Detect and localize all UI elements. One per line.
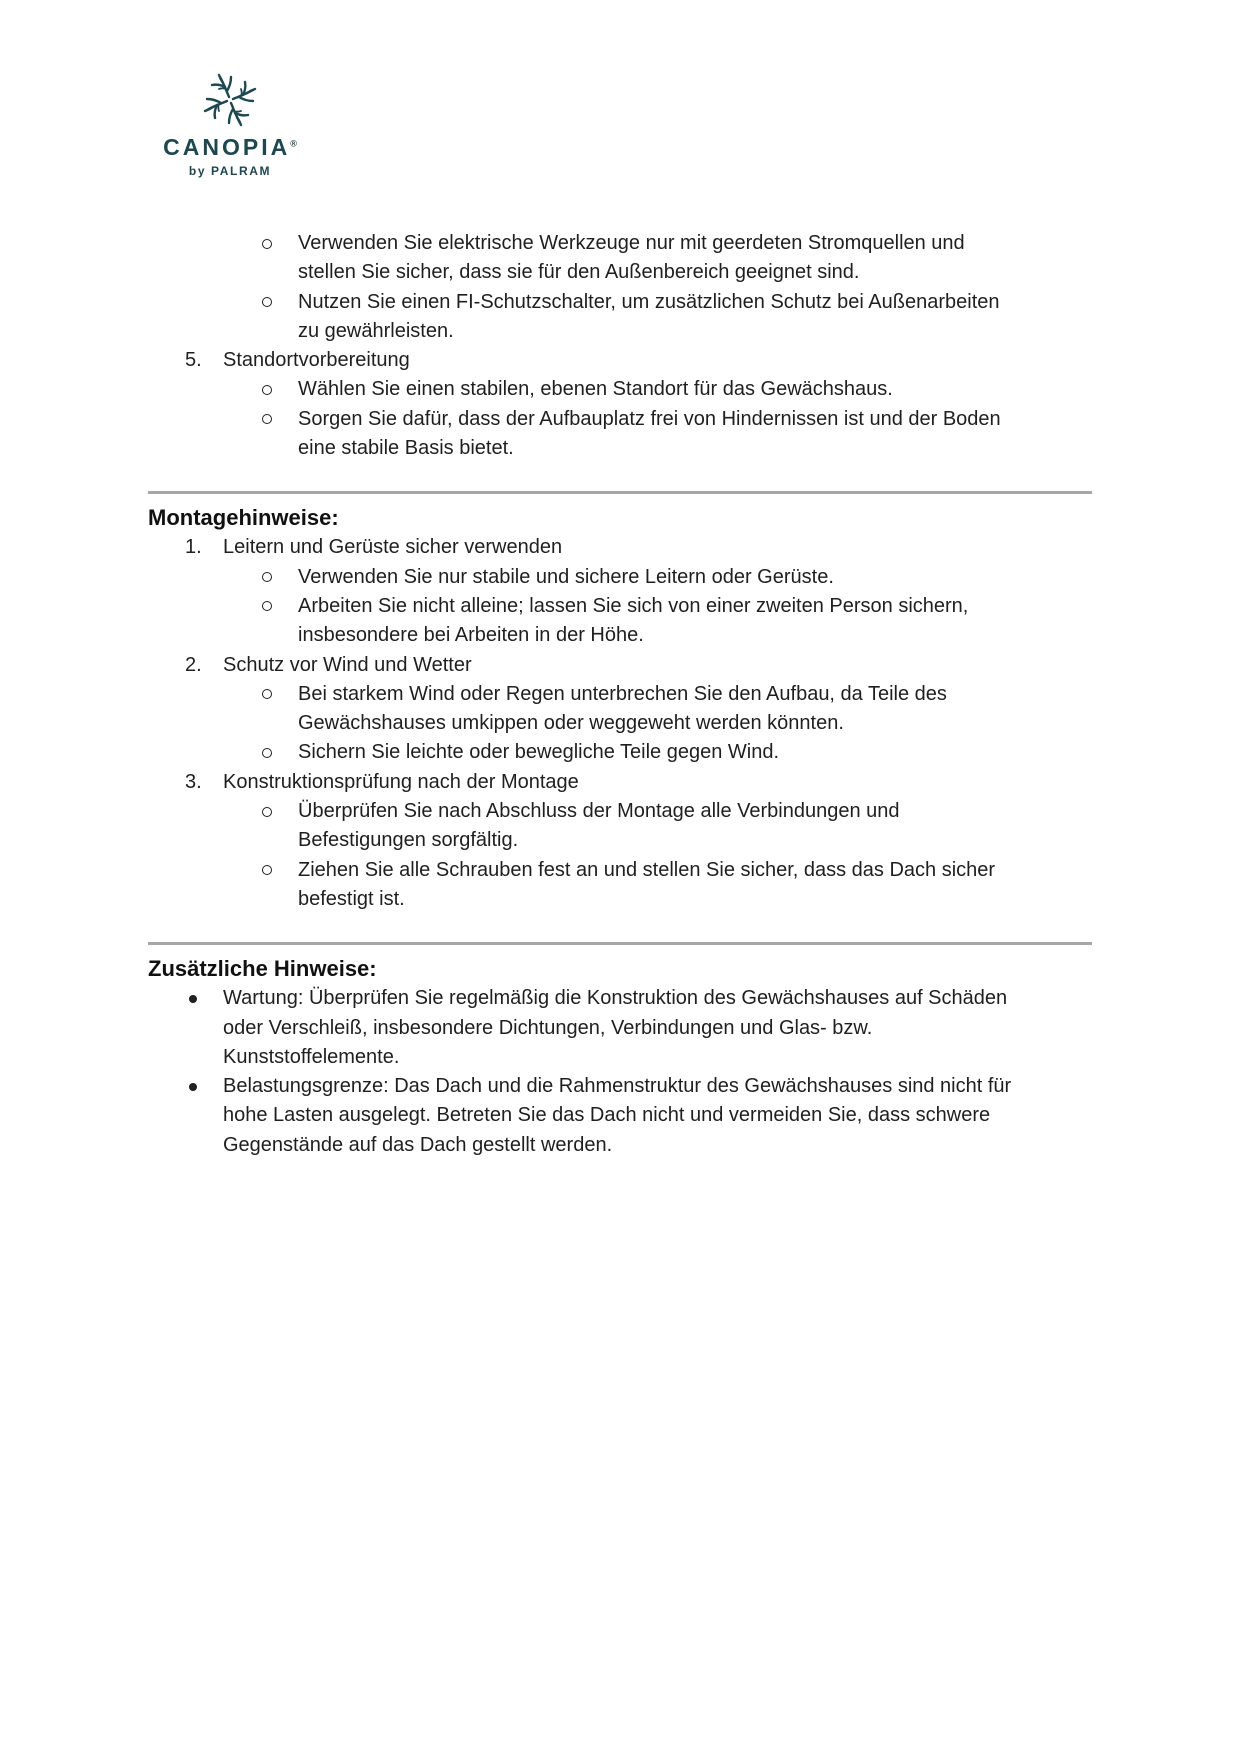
list-number-marker: 2. xyxy=(185,653,202,676)
list-item-text: Sorgen Sie dafür, dass der Aufbauplatz frei von Hindernissen ist und der Boden eine stabile Basis bietet. xyxy=(298,407,1001,460)
sub-bullet-list-item xyxy=(148,288,1092,347)
list-item-text: Konstruktionsprüfung nach der Montage xyxy=(223,770,579,793)
list-item-text: Verwenden Sie elektrische Werkzeuge nur mit geerdeten Stromquellen und stellen Sie sicher, dass sie für den Außenbereich geeignet sind. xyxy=(298,232,965,284)
list-item-text: Überprüfen Sie nach Abschluss der Montage alle Verbindungen und Befestigungen sorgfältig. xyxy=(298,800,900,852)
sub-bullet-list-item xyxy=(148,229,1092,288)
sub-bullet-list-item xyxy=(148,375,1092,404)
list-item-text: Schutz vor Wind und Wetter xyxy=(223,653,472,676)
sub-bullet-list-item xyxy=(148,856,1092,915)
brand-name: CANOPIA® xyxy=(163,134,297,160)
sub-bullet-list-item xyxy=(148,405,1092,464)
list-item-text: Arbeiten Sie nicht alleine; lassen Sie sich von einer zweiten Person sichern, insbesondere bei Arbeiten in der Höhe. xyxy=(298,594,969,647)
document-body xyxy=(148,229,1092,1160)
bullet-circle-icon xyxy=(262,601,272,611)
sub-bullet-list-item xyxy=(148,592,1092,651)
sub-bullet-list-item xyxy=(148,797,1092,856)
bullet-circle-icon xyxy=(262,414,272,424)
bullet-circle-icon xyxy=(262,689,272,699)
list-item-text: Wählen Sie einen stabilen, ebenen Standort für das Gewächshaus. xyxy=(298,378,893,401)
list-number-marker: 3. xyxy=(185,770,202,793)
list-item-text: Bei starkem Wind oder Regen unterbrechen Sie den Aufbau, da Teile des Gewächshauses umkippen oder weggeweht werden könnten. xyxy=(298,682,947,735)
list-item-text: Nutzen Sie einen FI-Schutzschalter, um zusätzlichen Schutz bei Außenarbeiten zu gewährleisten. xyxy=(298,290,1000,342)
registered-trademark: ® xyxy=(290,138,297,149)
numbered-list-item xyxy=(148,346,1092,375)
tree-branches-icon xyxy=(202,72,258,128)
list-item-text: Sichern Sie leichte oder bewegliche Teile gegen Wind. xyxy=(298,741,780,764)
bullet-circle-icon xyxy=(262,572,272,582)
section-divider xyxy=(148,942,1092,945)
numbered-list-item xyxy=(148,768,1092,797)
list-item-text: Belastungsgrenze: Das Dach und die Rahmenstruktur des Gewächshauses sind nicht für hohe Lasten ausgelegt. Betreten Sie das Dach nicht und vermeiden Sie, dass schwere Gegenstände auf das Dach gestellt werden. xyxy=(223,1075,1012,1156)
sub-bullet-list-item xyxy=(148,680,1092,739)
sub-bullet-list-item xyxy=(148,738,1092,767)
bullet-list-item xyxy=(148,984,1092,1072)
bullet-list-item xyxy=(148,1072,1092,1160)
bullet-circle-icon xyxy=(262,748,272,758)
bullet-dot-icon xyxy=(189,1083,197,1091)
section-divider xyxy=(148,491,1092,494)
bullet-dot-icon xyxy=(189,995,197,1003)
list-item-text: Ziehen Sie alle Schrauben fest an und stellen Sie sicher, dass das Dach sicher befestigt ist. xyxy=(298,858,996,910)
list-number-marker: 5. xyxy=(185,349,202,372)
list-item-text: Standortvorbereitung xyxy=(223,349,410,372)
list-item-text: Verwenden Sie nur stabile und sichere Leitern oder Gerüste. xyxy=(298,565,834,588)
bullet-circle-icon xyxy=(262,807,272,817)
sub-bullet-list-item xyxy=(148,563,1092,592)
bullet-circle-icon xyxy=(262,297,272,307)
numbered-list-item xyxy=(148,651,1092,680)
canopia-logo xyxy=(158,72,302,178)
bullet-circle-icon xyxy=(262,239,272,249)
section-heading: Montagehinweise: xyxy=(148,505,339,531)
bullet-circle-icon xyxy=(262,865,272,875)
list-item-text: Leitern und Gerüste sicher verwenden xyxy=(223,536,563,559)
numbered-list-item xyxy=(148,533,1092,562)
brand-tagline: by PALRAM xyxy=(188,164,272,178)
list-item-text: Wartung: Überprüfen Sie regelmäßig die Konstruktion des Gewächshauses auf Schäden oder Verschleiß, insbesondere Dichtungen, Verbindungen und Glas- bzw. Kunststoffelemente. xyxy=(223,987,1008,1068)
list-number-marker: 1. xyxy=(185,536,202,559)
section-heading: Zusätzliche Hinweise: xyxy=(148,956,377,982)
bullet-circle-icon xyxy=(262,385,272,395)
